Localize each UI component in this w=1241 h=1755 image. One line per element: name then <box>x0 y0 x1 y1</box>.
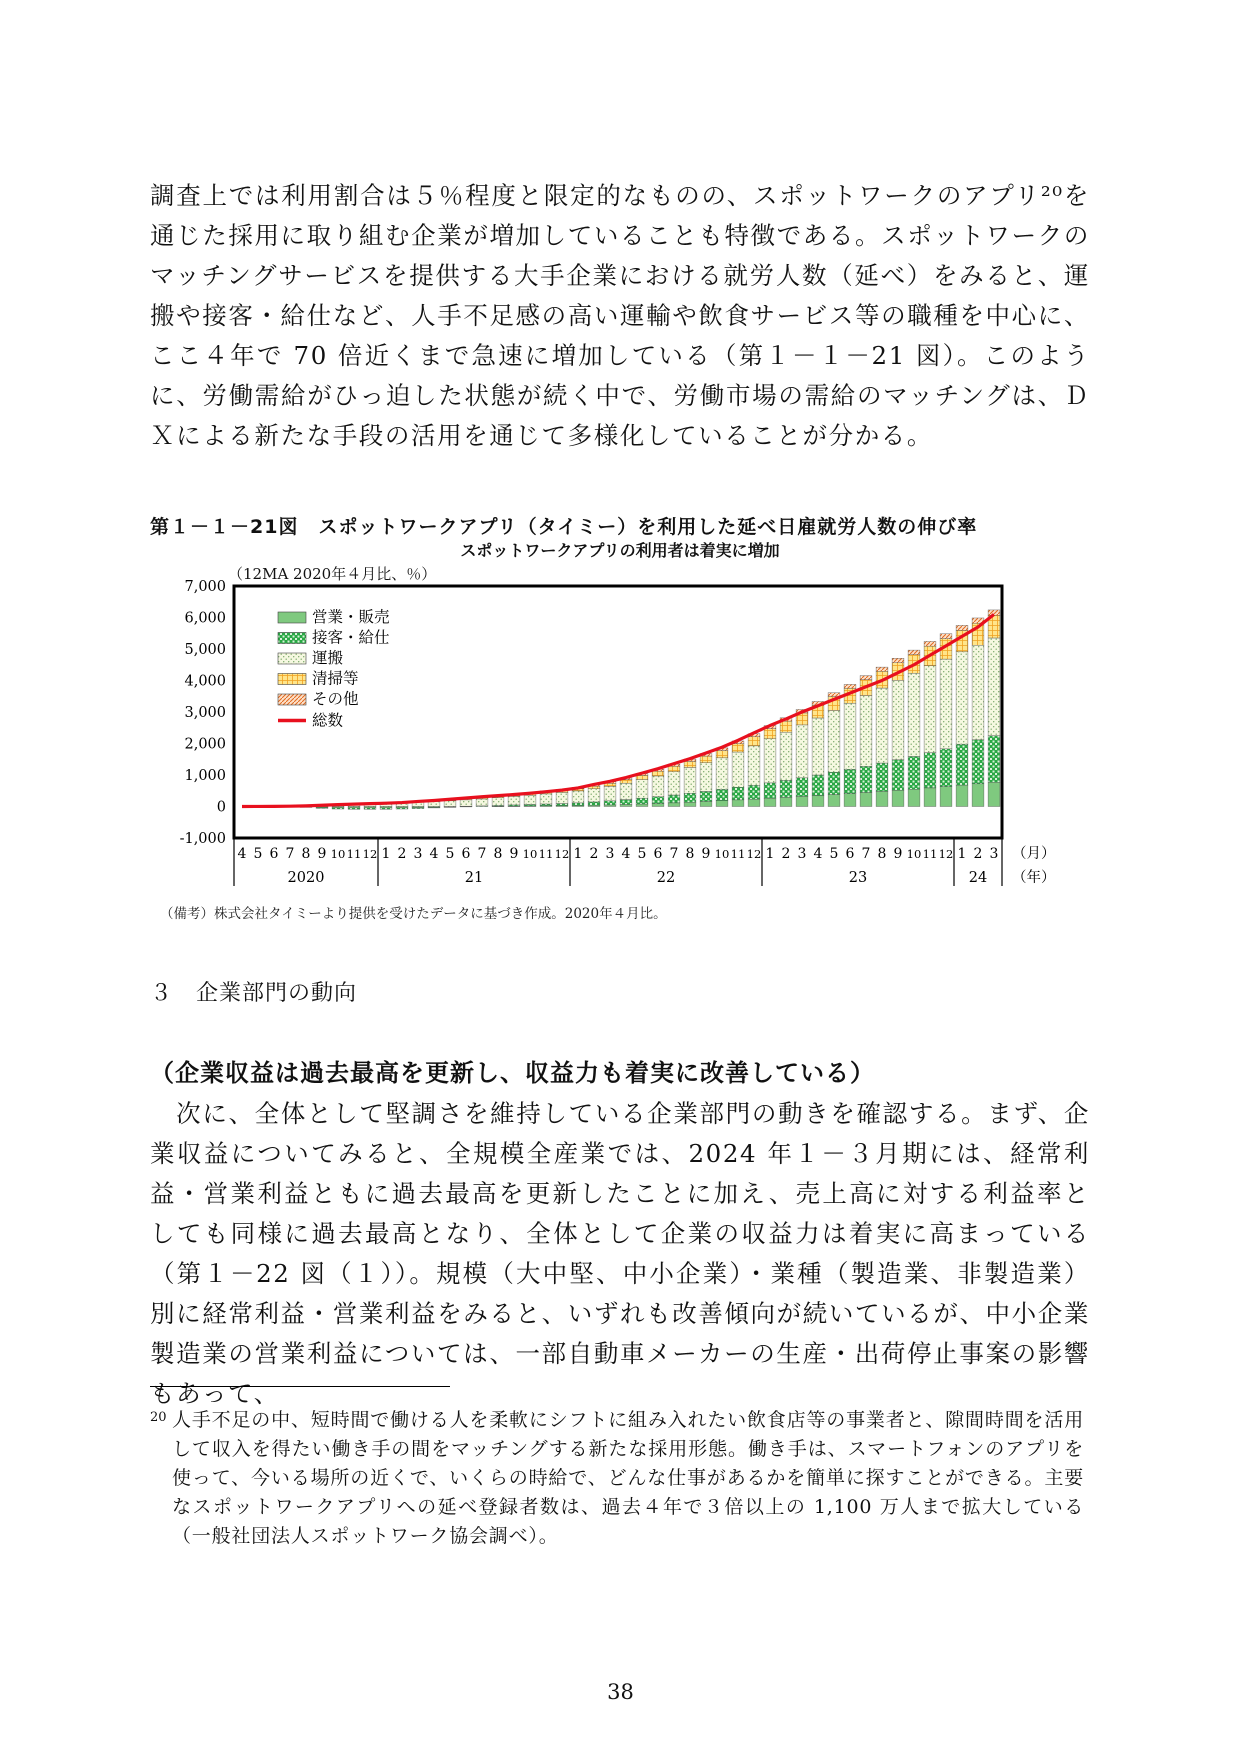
y-tick-label: 2,000 <box>184 736 226 753</box>
bar-segment <box>380 807 392 808</box>
bar-segment <box>988 638 1000 736</box>
bar-segment <box>652 804 664 807</box>
bar-segment <box>844 684 856 688</box>
bar-segment <box>716 789 728 800</box>
x-month-label: 9 <box>701 846 711 862</box>
bar-segment <box>604 805 616 807</box>
bar-segment <box>828 693 840 697</box>
y-tick-label: 4,000 <box>184 673 226 690</box>
x-month-label: 10 <box>714 847 730 861</box>
bar-segment <box>652 776 664 797</box>
bar-segment <box>412 808 424 809</box>
footnote-number: 20 <box>150 1410 167 1425</box>
x-month-label: 5 <box>829 846 839 862</box>
bar-segment <box>556 804 568 806</box>
bar-segment <box>764 798 776 806</box>
bar-segment <box>652 771 664 776</box>
bar-segment <box>956 785 968 806</box>
legend-swatch <box>278 674 306 685</box>
bar-segment <box>604 786 616 800</box>
bar-segment <box>812 775 824 795</box>
y-tick-label: 0 <box>216 799 226 816</box>
bar-segment <box>316 807 328 808</box>
x-month-label: 6 <box>845 846 855 862</box>
bar-segment <box>908 673 920 756</box>
bar-segment <box>700 756 712 763</box>
x-month-label: 1 <box>765 846 775 862</box>
bar-segment <box>636 780 648 799</box>
x-month-label: 12 <box>362 847 378 861</box>
bar-segment <box>620 780 632 783</box>
bar-segment <box>940 787 952 807</box>
x-month-label: 7 <box>861 846 871 862</box>
bar-segment <box>732 752 744 787</box>
bar-segment <box>892 658 904 662</box>
bar-segment <box>940 634 952 639</box>
x-month-label: 7 <box>477 846 487 862</box>
x-month-label: 12 <box>938 847 954 861</box>
x-month-label: 8 <box>493 846 503 862</box>
bar-segment <box>588 802 600 805</box>
bar-segment <box>604 783 616 786</box>
chart-unit-label: （12MA 2020年４月比、％） <box>228 565 437 583</box>
x-month-label: 11 <box>730 847 746 861</box>
bar-segment <box>908 650 920 655</box>
year-label: 23 <box>848 870 868 886</box>
bar-segment <box>540 804 552 806</box>
bar-segment <box>748 785 760 799</box>
x-month-label: 2 <box>589 846 599 862</box>
y-tick-label: -1,000 <box>179 831 226 847</box>
legend-label: その他 <box>312 690 359 708</box>
bar-segment <box>892 790 904 806</box>
x-month-label: 1 <box>957 846 967 862</box>
bar-segment <box>924 641 936 646</box>
bar-segment <box>524 804 536 806</box>
bar-segment <box>636 798 648 804</box>
legend-label: 営業・販売 <box>312 608 390 626</box>
bar-segment <box>684 761 696 767</box>
bar-segment <box>780 732 792 780</box>
x-month-label: 9 <box>893 846 903 862</box>
bar-segment <box>348 807 360 808</box>
bar-segment <box>860 695 872 766</box>
bar-segment <box>716 801 728 807</box>
spotwork-chart <box>150 578 1070 900</box>
bar-segment <box>892 760 904 791</box>
x-month-label: 5 <box>253 846 263 862</box>
bar-segment <box>844 794 856 807</box>
x-month-label: 1 <box>381 846 391 862</box>
legend-label: 運搬 <box>312 649 344 667</box>
bar-segment <box>668 795 680 803</box>
x-axis <box>234 838 1056 886</box>
x-month-label: 11 <box>922 847 938 861</box>
bar-segment <box>620 783 632 799</box>
bar-segment <box>348 808 360 809</box>
x-month-label: 3 <box>413 846 423 862</box>
bar-segment <box>476 799 488 806</box>
bar-segment <box>780 780 792 797</box>
x-month-label: 4 <box>813 846 823 862</box>
bar-segment <box>604 801 616 805</box>
x-month-label: 8 <box>301 846 311 862</box>
bar-segment <box>428 807 440 808</box>
bar-segment <box>748 799 760 806</box>
bar-segment <box>732 744 744 752</box>
bar-segment <box>860 766 872 792</box>
bar-segment <box>908 756 920 789</box>
x-month-label: 10 <box>330 847 346 861</box>
page-number: 38 <box>607 1680 634 1704</box>
bar-segment <box>972 784 984 807</box>
x-month-label: 3 <box>605 846 615 862</box>
bar-segment <box>924 666 936 753</box>
bar-segment <box>572 803 584 806</box>
bar-segment <box>364 807 376 808</box>
bar-segment <box>812 795 824 806</box>
x-month-label: 4 <box>621 846 631 862</box>
x-month-label: 9 <box>509 846 519 862</box>
bar-segment <box>700 763 712 792</box>
bar-segment <box>780 721 792 732</box>
bar-segment <box>764 783 776 798</box>
bar-segment <box>796 778 808 797</box>
legend-label: 総数 <box>312 711 344 730</box>
bar-segment <box>764 729 776 739</box>
bar-segment <box>860 792 872 806</box>
bar-segment <box>556 792 568 803</box>
bar-segment <box>972 645 984 740</box>
legend-swatch <box>278 694 306 705</box>
bar-segment <box>620 804 632 806</box>
y-axis-labels <box>180 579 226 847</box>
bar-segment <box>828 795 840 807</box>
bar-segment <box>988 736 1000 783</box>
x-unit-year: （年） <box>1012 870 1056 886</box>
x-month-label: 3 <box>797 846 807 862</box>
y-tick-label: 6,000 <box>184 610 226 627</box>
bar-segment <box>508 796 520 805</box>
bar-segment <box>876 688 888 763</box>
x-month-label: 6 <box>653 846 663 862</box>
bar-segment <box>844 703 856 769</box>
legend-label: 清掃等 <box>312 669 359 688</box>
bar-segment <box>716 751 728 758</box>
x-month-label: 7 <box>285 846 295 862</box>
section-heading: ３ 企業部門の動向 <box>150 981 358 1006</box>
bar-segment <box>668 803 680 807</box>
bar-segment <box>636 804 648 807</box>
bar-segment <box>620 800 632 805</box>
x-month-label: 2 <box>973 846 983 862</box>
bar-segment <box>636 775 648 779</box>
legend-swatch <box>278 612 306 623</box>
x-month-label: 4 <box>429 846 439 862</box>
bar-segment <box>748 737 760 746</box>
body-paragraph-2: 次に、全体として堅調さを維持している企業部門の動きを確認する。まず、企業収益についてみると、全規模全産業では、2024 年１－３月期には、経常利益・営業利益ともに過去最高を更新したことに加え、売上高に対する利益率としても同様に過去最高となり、全体として企業の収益力は着実に高まっている（第１－22 図（１））。規模（大中堅、中小企業）・業種（製造業、非製造業）別に経常利益・営業利益をみると、いずれも改善傾向が続いているが、中小企業製造業の営業利益については、一部自動車メーカーの生産・出荷停止事案の影響もあって、 <box>150 1099 1090 1408</box>
x-month-label: 2 <box>781 846 791 862</box>
bar-segment <box>764 739 776 783</box>
x-month-label: 8 <box>685 846 695 862</box>
figure-subtitle: スポットワークアプリの利用者は着実に増加 <box>460 541 780 560</box>
bar-segment <box>684 767 696 793</box>
bar-segment <box>380 808 392 809</box>
figure-note: （備考）株式会社タイミーより提供を受けたデータに基づき作成。2020年４月比。 <box>160 906 667 922</box>
bar-segment <box>700 791 712 801</box>
bar-segment <box>460 800 472 806</box>
bar-segment <box>796 725 808 778</box>
y-tick-label: 7,000 <box>184 579 226 595</box>
x-month-label: 1 <box>573 846 583 862</box>
x-unit-month: （月） <box>1012 846 1056 862</box>
bar-segment <box>972 740 984 784</box>
bar-segment <box>860 676 872 680</box>
x-month-label: 4 <box>237 846 247 862</box>
bar-segment <box>492 798 504 806</box>
bar-segment <box>956 625 968 630</box>
bar-segment <box>684 802 696 806</box>
x-month-label: 3 <box>989 846 999 862</box>
bar-segment <box>876 667 888 671</box>
footnote-text: 人手不足の中、短時間で働ける人を柔軟にシフトに組み入れたい飲食店等の事業者と、隙間時間を活用して収入を得たい働き手の間をマッチングする新たな採用形態。働き手は、スマートフォンのアプリを使って、今いる場所の近くで、いくらの時給で、どんな仕事があるかを簡単に探すことができる。主要なスポットワークアプリへの延べ登録者数は、過去４年で３倍以上の 1,100 万人まで拡大している（一般社団法人スポットワーク協会調べ）。 <box>172 1409 1084 1547</box>
x-month-label: 5 <box>637 846 647 862</box>
bar-segment <box>588 789 600 802</box>
figure-title: 第１－１－21図 スポットワークアプリ（タイミー）を利用した延べ日雇就労人数の伸び率 <box>150 516 978 538</box>
bar-segment <box>844 769 856 793</box>
bar-segment <box>924 788 936 807</box>
bar-segment <box>700 801 712 806</box>
bar-segment <box>908 789 920 806</box>
bar-segment <box>716 758 728 790</box>
bar-segment <box>892 680 904 759</box>
subheading: （企業収益は過去最高を更新し、収益力も着実に改善している） <box>150 1059 875 1087</box>
bar-segment <box>924 753 936 788</box>
bar-segment <box>812 718 824 775</box>
x-month-label: 6 <box>269 846 279 862</box>
bar-segment <box>668 772 680 795</box>
x-month-label: 12 <box>746 847 762 861</box>
x-month-label: 8 <box>877 846 887 862</box>
legend-label: 接客・給仕 <box>312 628 390 647</box>
bar-segment <box>364 808 376 809</box>
bar-segment <box>668 766 680 771</box>
bar-segment <box>988 782 1000 806</box>
year-label: 2020 <box>287 870 325 886</box>
chart-legend <box>278 607 390 730</box>
year-label: 21 <box>464 870 484 886</box>
bar-segment <box>956 744 968 785</box>
bar-segment <box>396 808 408 809</box>
bar-segment <box>940 659 952 749</box>
bar-segment <box>684 793 696 802</box>
bar-segment <box>444 801 456 807</box>
bars <box>284 610 1000 809</box>
bar-segment <box>796 796 808 806</box>
bar-segment <box>732 800 744 807</box>
year-label: 22 <box>656 870 676 886</box>
year-label: 24 <box>968 870 988 886</box>
bar-segment <box>732 787 744 800</box>
bar-segment <box>956 652 968 744</box>
bar-segment <box>572 791 584 803</box>
bar-segment <box>828 710 840 772</box>
bar-segment <box>876 763 888 791</box>
x-month-label: 10 <box>522 847 538 861</box>
x-month-label: 2 <box>397 846 407 862</box>
footnote-rule <box>150 1386 450 1387</box>
body-paragraph-1: 調査上では利用割合は５％程度と限定的なものの、スポットワークのアプリ²⁰を通じた採用に取り組む企業が増加していることも特徴である。スポットワークのマッチングサービスを提供する大手企業における就労人数（延べ）をみると、運搬や接客・給仕など、人手不足感の高い運輸や飲食サービス等の職種を中心に、ここ４年で 70 倍近くまで急速に増加している（第１－１－21 図）。このように、労働需給がひっ迫した状態が続く中で、労働市場の需給のマッチングは、ＤＸによる新たな手段の活用を通じて多様化していることが分かる。 <box>150 181 1090 450</box>
y-tick-label: 3,000 <box>184 705 226 721</box>
bar-segment <box>940 749 952 787</box>
x-month-label: 10 <box>906 847 922 861</box>
bar-segment <box>540 794 552 804</box>
y-tick-label: 5,000 <box>184 642 226 658</box>
legend-swatch <box>278 633 306 644</box>
bar-segment <box>652 797 664 804</box>
x-month-label: 9 <box>317 846 327 862</box>
x-month-label: 5 <box>445 846 455 862</box>
x-month-label: 6 <box>461 846 471 862</box>
bar-segment <box>780 797 792 806</box>
bar-segment <box>876 791 888 806</box>
x-month-label: 12 <box>554 847 570 861</box>
bar-segment <box>748 746 760 785</box>
x-month-label: 11 <box>538 847 554 861</box>
y-tick-label: 1,000 <box>184 768 226 784</box>
legend-swatch <box>278 653 306 664</box>
bar-segment <box>332 808 344 809</box>
bar-segment <box>828 772 840 794</box>
x-month-label: 11 <box>346 847 362 861</box>
bar-segment <box>524 795 536 804</box>
x-month-label: 7 <box>669 846 679 862</box>
